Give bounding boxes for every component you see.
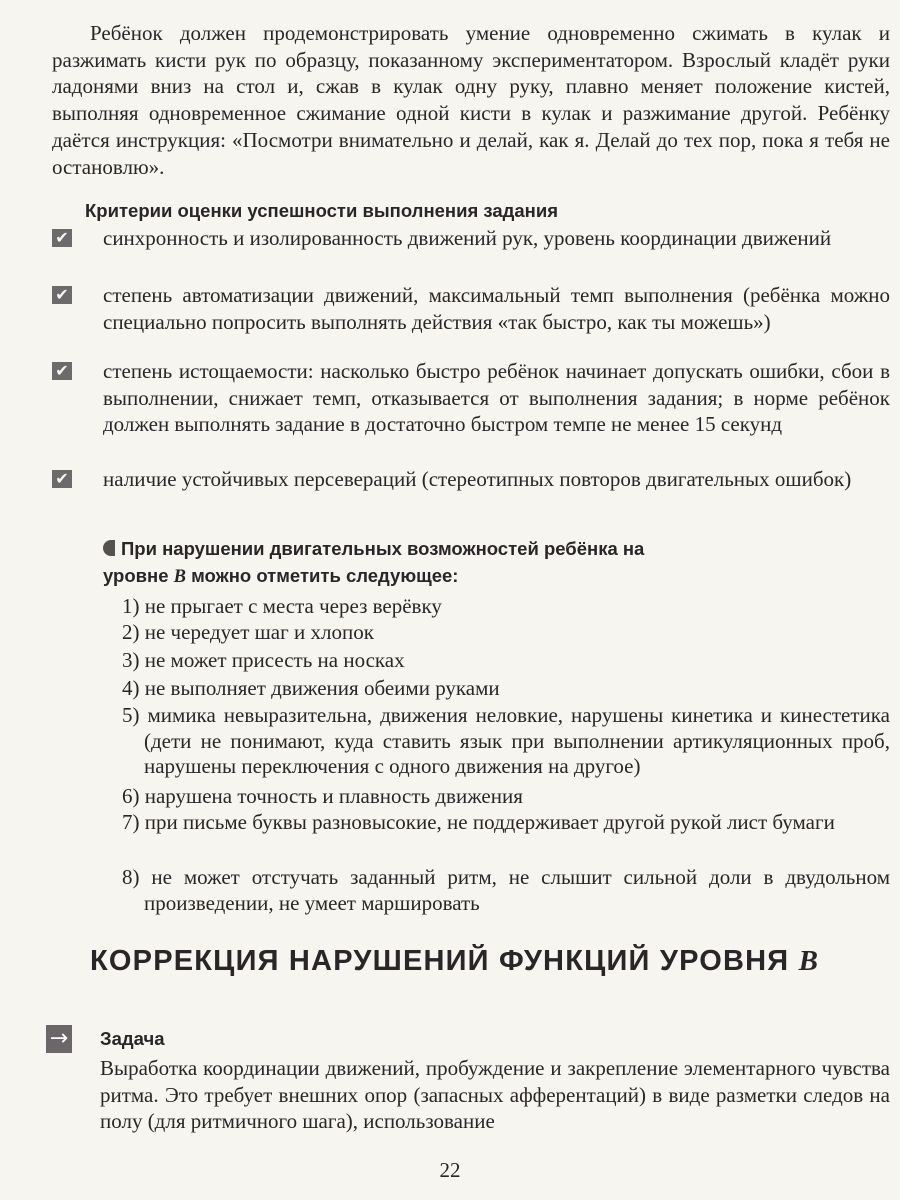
list-item: 5) мимика невыразительна, движения неловкие, нарушены кинетика и кинестетика (дети не понимают, куда ставить язык при выполнении артикуляционных проб, нарушены переключения с одного движения на другое) (122, 703, 890, 778)
checkbox-check-icon: ✔ (52, 229, 72, 247)
intro-text: Ребёнок должен продемонстрировать умение одновременно сжимать в кулак и разжимать кисти рук по образцу, показанному экспериментатором. Взрослый кладёт руки ладонями вниз на стол и, сжав в кулак одну руку, плавно меняет положение кистей, выполняя одновременное сжимание одной кисти в кулак и разжимание другой. Ребёнку даётся инструкция: «Посмотри внимательно и делай, как я. Делай до тех пор, пока я тебя не остановлю». (52, 21, 890, 179)
list-item: 4) не выполняет движения обеими руками (122, 676, 500, 700)
violations-title: При нарушении двигательных возможностей ребёнка на уровне В можно отметить следующее: (103, 538, 645, 587)
section-heading: КОРРЕКЦИЯ НАРУШЕНИЙ ФУНКЦИЙ УРОВНЯ В (90, 945, 820, 977)
checkbox-check-icon: ✔ (52, 470, 72, 488)
intro-paragraph (52, 20, 890, 180)
arrow-right-icon: → (46, 1025, 72, 1053)
checkbox-check-icon: ✔ (52, 286, 72, 304)
list-item: 6) нарушена точность и плавность движения (122, 784, 523, 808)
list-item: 8) не может отстучать заданный ритм, не слышит сильной доли в двудольном произведении, не умеет маршировать (122, 865, 890, 915)
criteria-item: ✔ степень истощаемости: насколько быстро ребёнок начинает допускать ошибки, сбои в выполнении, снижает темп, отказывается от выполнения задания; в норме ребёнок должен выполнять задание в достаточно быстром темпе не менее 15 секунд (52, 358, 890, 438)
checkbox-check-icon: ✔ (52, 362, 72, 380)
criteria-item: ✔ синхронность и изолированность движений рук, уровень координации движений (52, 225, 890, 252)
half-circle-marker-icon (103, 540, 115, 556)
list-item: 7) при письме буквы разновысокие, не поддерживает другой рукой лист бумаги (122, 810, 835, 834)
criteria-title: Критерии оценки успешности выполнения задания (85, 200, 558, 221)
task-label: Задача (100, 1028, 165, 1049)
criteria-item: ✔ наличие устойчивых персевераций (стереотипных повторов двигательных ошибок) (52, 466, 890, 493)
list-item: 2) не чередует шаг и хлопок (122, 620, 374, 644)
task-paragraph: Выработка координации движений, пробуждение и закрепление элементарного чувства ритма. Это требует внешних опор (запасных афферентаций) в виде разметки следов на полу (для ритмичного шага), использование (100, 1056, 890, 1134)
page-number: 22 (439, 1158, 461, 1182)
list-item: 3) не может присесть на носках (122, 648, 405, 672)
criteria-item: ✔ степень автоматизации движений, максимальный темп выполнения (ребёнка можно специально попросить выполнять действия «так быстро, как ты можешь») (52, 282, 890, 335)
list-item: 1) не прыгает с места через верёвку (122, 594, 442, 618)
